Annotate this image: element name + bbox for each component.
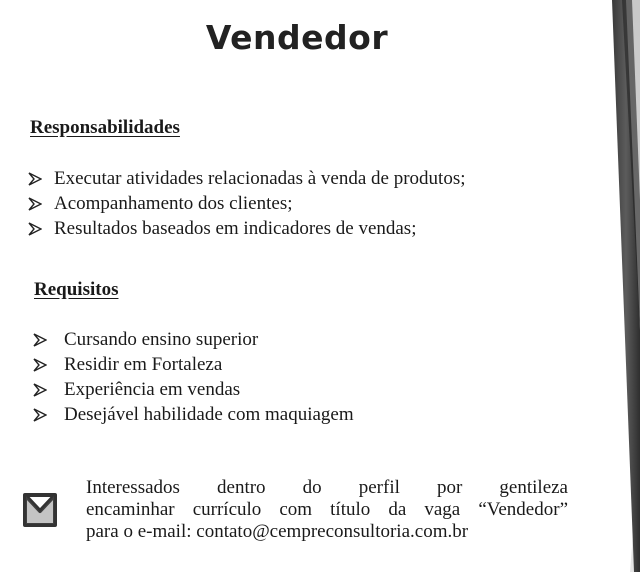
arrow-bullet-icon [28,172,42,186]
list-item [33,352,354,377]
arrow-bullet-icon [33,408,47,422]
mail-envelope-icon [22,491,58,529]
decorative-corner-band [560,0,640,572]
contact-line: encaminhar currículo com título da vaga “Vendedor” [86,499,568,520]
list-item [28,216,466,241]
requirements-heading: Requisitos [34,279,119,300]
responsibilities-heading: Responsabilidades [30,117,180,138]
list-item [33,402,354,427]
contact-line [86,521,568,543]
list-item-text: Executar atividades relacionadas à venda de produtos; [54,168,466,189]
arrow-bullet-icon [28,197,42,211]
list-item-text: Cursando ensino superior [64,329,259,350]
arrow-bullet-icon [33,383,47,397]
list-item-text: Resultados baseados em indicadores de vendas; [54,218,417,239]
contact-email: contato@cempreconsultoria.com.br [196,521,469,542]
list-item-text: Acompanhamento dos clientes; [54,193,293,214]
list-item-text: Experiência em vendas [64,379,241,400]
list-item [33,377,354,402]
arrow-bullet-icon [28,222,42,236]
responsibilities-list [28,166,466,241]
list-item [28,166,466,191]
list-item [28,191,466,216]
contact-paragraph [86,477,568,543]
list-item-text: Residir em Fortaleza [64,354,223,375]
page-title: Vendedor [205,18,389,57]
arrow-bullet-icon [33,358,47,372]
list-item [33,327,354,352]
contact-prefix: para o e-mail: [86,521,197,542]
list-item-text: Desejável habilidade com maquiagem [64,404,354,425]
contact-line: Interessados dentro do perfil por gentileza [86,477,568,498]
requirements-list [33,327,354,427]
arrow-bullet-icon [33,333,47,347]
